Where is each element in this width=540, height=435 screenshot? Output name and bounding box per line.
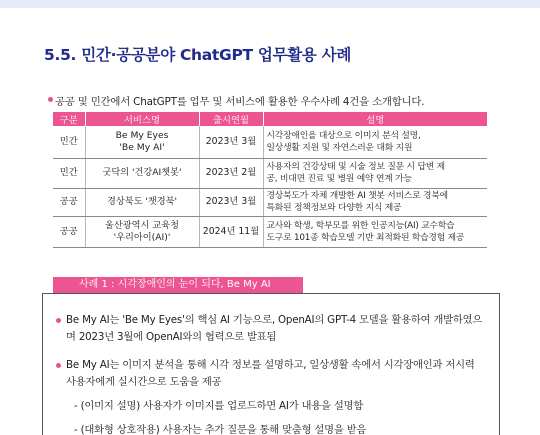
service-name-line: 경상북도 '챗경북': [106, 196, 178, 207]
header-date: 출시연월: [199, 112, 263, 126]
service-name-line: 'Be My AI': [119, 141, 165, 153]
cell-service: [85, 126, 199, 158]
cell-service: [85, 188, 199, 216]
cell-date: 2023년 3월: [199, 188, 263, 216]
cell-date: 2023년 2월: [199, 158, 263, 188]
cell-description: [263, 158, 487, 188]
header-service: 서비스명: [85, 112, 199, 126]
top-decoration-bar: [0, 0, 540, 8]
table-header-row: [53, 112, 487, 126]
cell-description: [263, 188, 487, 216]
table-row: [53, 126, 487, 158]
cell-date: 2023년 3월: [199, 126, 263, 158]
service-name-line: '우리아이(AI)': [113, 231, 171, 243]
case-bullet: [66, 312, 486, 346]
service-name-line: Be My Eyes: [115, 129, 169, 141]
description-line: 교사와 학생, 학부모를 위한 인공지능(AI) 교수학습: [266, 220, 455, 231]
service-name-line: 굿닥의 '건강AI챗봇': [102, 167, 182, 178]
cell-category: 민간: [53, 126, 85, 158]
cell-category: 민간: [53, 158, 85, 188]
intro-label: 공공 및 민간에서 ChatGPT를 업무 및 서비스에 활용한 우수사례 4건을 소개합니다.: [55, 96, 425, 108]
description-line: 공, 비대면 진료 및 병원 예약 연계 가능: [266, 174, 412, 184]
bullet-icon: [56, 318, 61, 323]
table-row: [53, 188, 487, 216]
description-line: 시각장애인을 대상으로 이미지 분석 설명,: [266, 130, 421, 141]
bullet-icon: [56, 363, 61, 368]
header-category: 구분: [53, 112, 85, 126]
case-tag: 사례 1 : 시각장애인의 눈이 되다, Be My AI: [53, 277, 303, 293]
description-line: 경상북도가 자체 개발한 AI 챗봇 서비스로 경북에: [266, 191, 448, 201]
description-line: 특화된 정책정보와 다양한 지식 제공: [266, 203, 402, 213]
cell-description: [263, 216, 487, 247]
section-title: 5.5. 민간·공공분야 ChatGPT 업무활용 사례: [44, 46, 352, 64]
cell-category: 공공: [53, 188, 85, 216]
cell-description: [263, 126, 487, 158]
description-line: 일상생활 지원 및 자연스러운 대화 지원: [266, 142, 413, 153]
cell-category: 공공: [53, 216, 85, 247]
cell-date: 2024년 11월: [199, 216, 263, 247]
cell-service: [85, 216, 199, 247]
cell-service: [85, 158, 199, 188]
case-bullet: [66, 357, 486, 391]
case-bullet-text: Be My AI는 이미지 분석을 통해 시각 정보를 설명하고, 일상생활 속에서 시각장애인과 저시력 사용자에게 실시간으로 도움을 제공: [66, 359, 475, 388]
service-cases-table: [53, 112, 487, 248]
description-line: 도구로 101종 학습모델 기반 최적화된 학습경험 제공: [266, 232, 465, 243]
case-bullet-text: Be My AI는 'Be My Eyes'의 핵심 AI 기능으로, OpenAI의 GPT-4 모델을 활용하여 개발하였으며 2023년 3월에 OpenAI와의 협력으로 발표됨: [66, 314, 483, 343]
intro-text: [55, 93, 424, 108]
bullet-icon: [48, 97, 53, 102]
description-line: 사용자의 건강상태 및 시술 정보 질문 시 답변 제: [266, 162, 445, 172]
header-description: 설명: [263, 112, 487, 126]
table-row: [53, 216, 487, 247]
service-name-line: 울산광역시 교육청: [105, 219, 179, 231]
case-sub-item: - (대화형 상호작용) 사용자는 추가 질문을 통해 맞춤형 설명을 받음: [74, 424, 367, 435]
table-row: [53, 158, 487, 188]
case-sub-item: - (이미지 설명) 사용자가 이미지를 업로드하면 AI가 내용을 설명함: [74, 400, 364, 412]
